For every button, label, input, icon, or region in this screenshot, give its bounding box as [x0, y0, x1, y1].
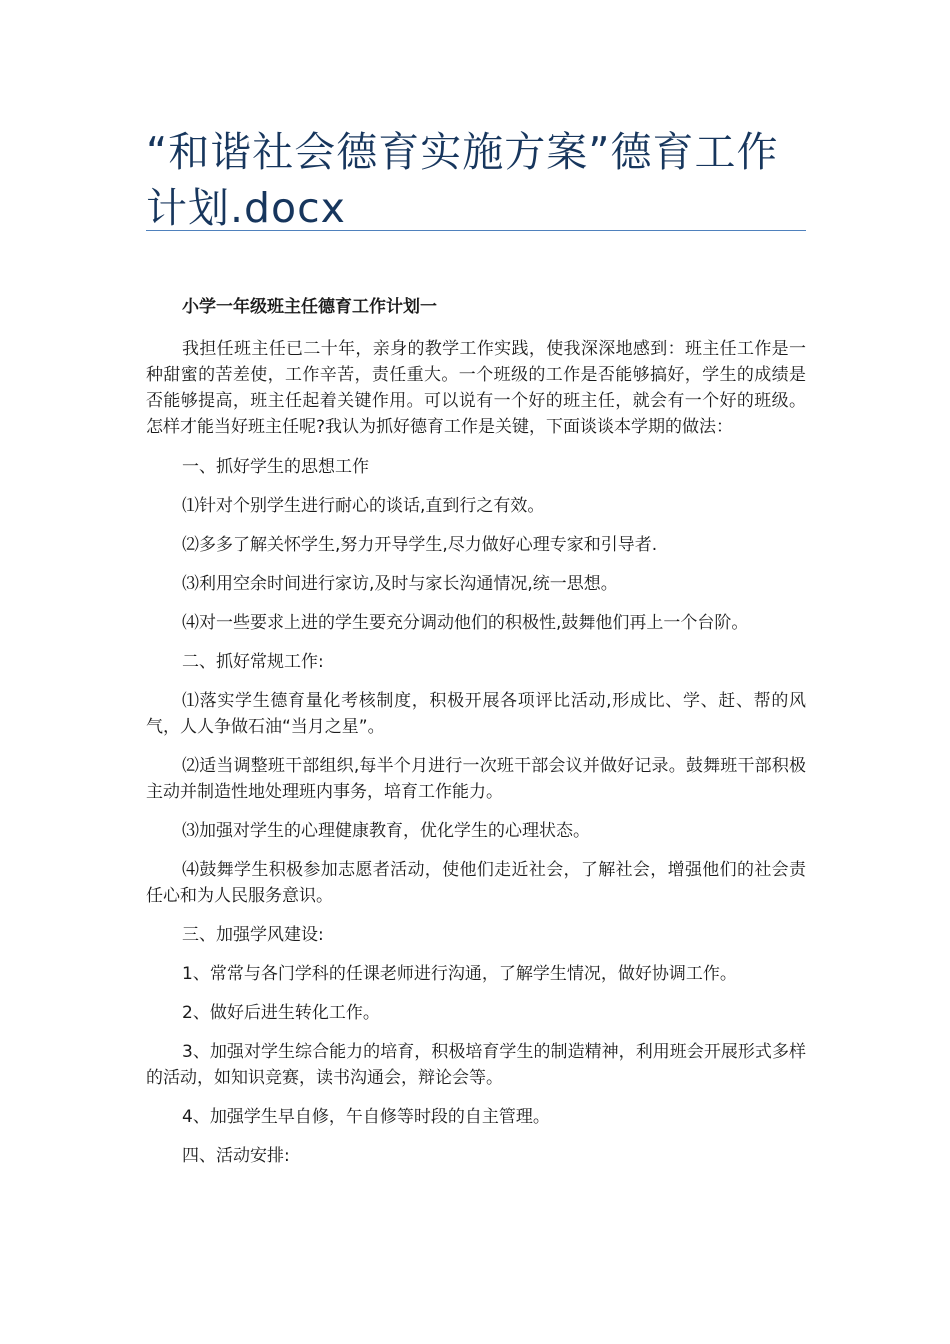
paragraph-item: ⑷鼓舞学生积极参加志愿者活动，使他们走近社会，了解社会，增强他们的社会责任心和为人民服务意识。 [146, 860, 806, 906]
paragraph-section-2: 二、抓好常规工作: [182, 652, 324, 672]
title-underline [146, 230, 806, 231]
paragraph-section-4: 四、活动安排: [182, 1146, 290, 1166]
paragraph-item: ⑴落实学生德育量化考核制度，积极开展各项评比活动,形成比、学、赶、帮的风气，人人争做石油“当月之星”。 [146, 691, 806, 737]
paragraph-item: ⑵多多了解关怀学生,努力开导学生,尽力做好心理专家和引导者. [182, 535, 658, 555]
paragraph-intro: 我担任班主任已二十年，亲身的教学工作实践，使我深深地感到：班主任工作是一种甜蜜的苦差使，工作辛苦，责任重大。一个班级的工作是否能够搞好，学生的成绩是否能够提高，班主任起着关键作用。可以说有一个好的班主任，就会有一个好的班级。怎样才能当好班主任呢?我认为抓好德育工作是关键，下面谈谈本学期的做法： [146, 339, 806, 437]
paragraph-item: 1、常常与各门学科的任课老师进行沟通，了解学生情况，做好协调工作。 [182, 964, 737, 984]
document-title: “和谐社会德育实施方案”德育工作计划.docx [146, 128, 779, 232]
paragraph-item: ⑵适当调整班干部组织,每半个月进行一次班干部会议并做好记录。鼓舞班干部积极主动并制造性地处理班内事务，培育工作能力。 [146, 756, 806, 802]
paragraph-item: ⑶利用空余时间进行家访,及时与家长沟通情况,统一思想。 [182, 574, 618, 594]
section-heading: 小学一年级班主任德育工作计划一 [182, 297, 437, 317]
document-body [146, 294, 806, 1182]
paragraph-item: 3、加强对学生综合能力的培育，积极培育学生的制造精神，利用班会开展形式多样的活动，如知识竞赛，读书沟通会，辩论会等。 [146, 1042, 806, 1088]
paragraph-section-1: 一、抓好学生的思想工作 [182, 457, 369, 477]
paragraph-item: ⑴针对个别学生进行耐心的谈话,直到行之有效。 [182, 496, 545, 516]
paragraph-item: 4、加强学生早自修，午自修等时段的自主管理。 [182, 1107, 550, 1127]
paragraph-item: ⑶加强对学生的心理健康教育，优化学生的心理状态。 [182, 821, 590, 841]
paragraph-section-3: 三、加强学风建设: [182, 925, 324, 945]
paragraph-item: ⑷对一些要求上进的学生要充分调动他们的积极性,鼓舞他们再上一个台阶。 [182, 613, 749, 633]
paragraph-item: 2、做好后进生转化工作。 [182, 1003, 380, 1023]
